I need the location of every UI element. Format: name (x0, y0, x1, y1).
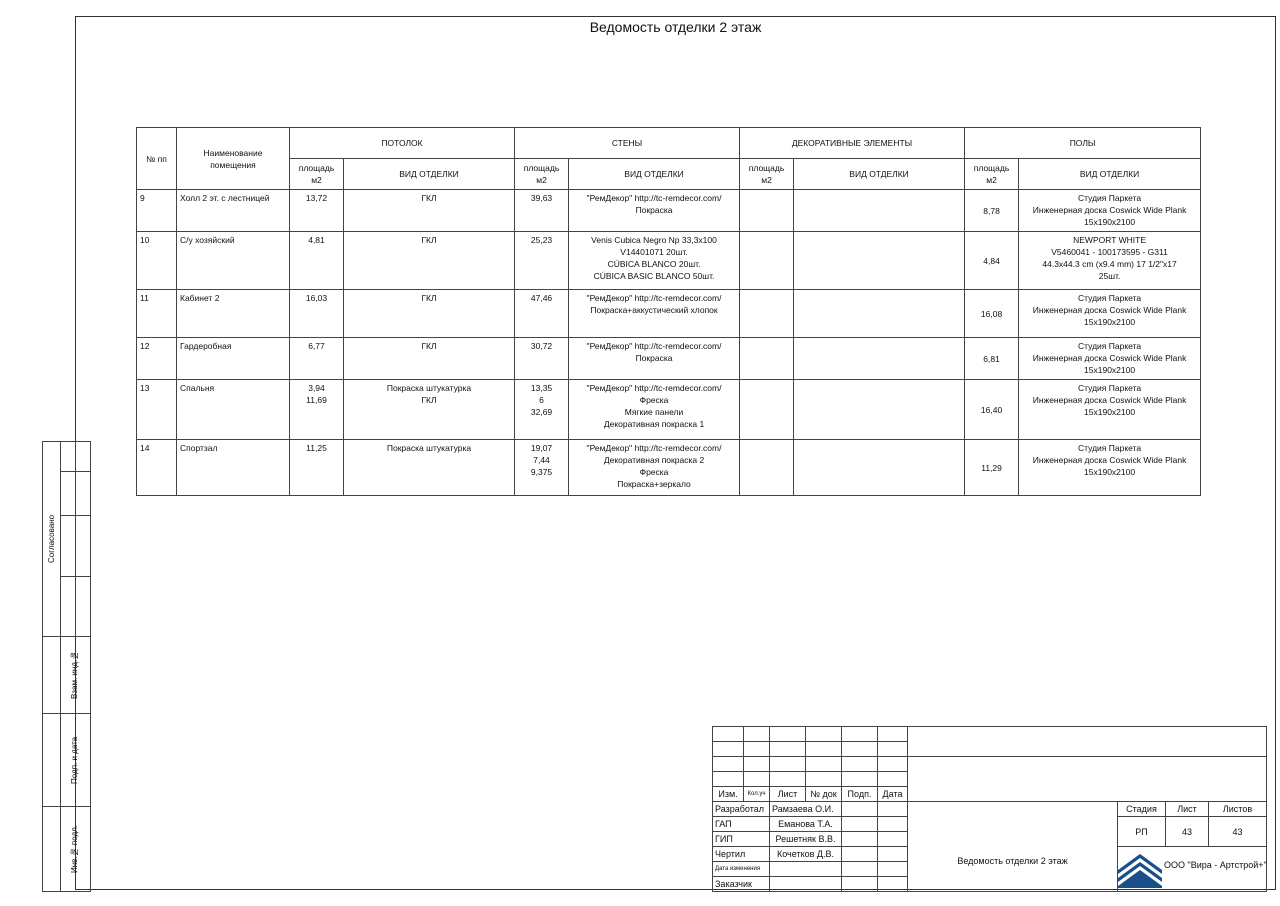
cell-decor-area (740, 338, 794, 380)
header-walls: СТЕНЫ (515, 128, 740, 159)
cell-num: 14 (137, 440, 177, 496)
cell-decor-finish (794, 338, 965, 380)
cell-line: V5460041 - 100173595 - G311 (1051, 247, 1168, 257)
cell-line: "РемДекор" http://tc-remdecor.com/ (586, 193, 722, 203)
cell-room-name: Спальня (177, 380, 290, 440)
tb-col-sign: Подп. (842, 787, 878, 802)
cell-ceiling-finish (344, 290, 515, 338)
header-walls-finish: ВИД ОТДЕЛКИ (569, 159, 740, 190)
cell-line: 3,94 (308, 383, 325, 393)
cell-decor-finish (794, 440, 965, 496)
cell-floors-finish (1019, 338, 1201, 380)
cell-line: 30,72 (530, 341, 553, 351)
table-row (137, 380, 1201, 440)
cell-line: ГКЛ (421, 235, 437, 245)
cell-floors-area: 8,78 (965, 190, 1019, 232)
tb-person: Рамзаева О.И. (770, 802, 842, 817)
header-walls-area: площадь м2 (515, 159, 569, 190)
cell-room-name: Холл 2 эт. с лестницей (177, 190, 290, 232)
tb-sheets-label: Листов (1209, 802, 1267, 817)
cell-line: Покраска (635, 353, 673, 363)
cell-ceiling-area (290, 380, 344, 440)
cell-line: Покраска штукатурка (386, 383, 472, 393)
tb-role: ГИП (713, 832, 770, 847)
cell-line: NEWPORT WHITE (1073, 235, 1146, 245)
cell-floors-area: 4,84 (965, 232, 1019, 290)
cell-line: "РемДекор" http://tc-remdecor.com/ (586, 341, 722, 351)
cell-decor-finish (794, 380, 965, 440)
finish-schedule-table (136, 127, 1201, 496)
cell-line: Фреска (639, 395, 669, 405)
cell-line: Мягкие панели (624, 407, 684, 417)
cell-line: "РемДекор" http://tc-remdecor.com/ (586, 443, 722, 453)
cell-ceiling-finish (344, 440, 515, 496)
tb-col-date: Дата (878, 787, 908, 802)
table-row (137, 290, 1201, 338)
cell-ceiling-finish (344, 380, 515, 440)
cell-ceiling-finish (344, 232, 515, 290)
cell-line: Покраска+аккустический хлопок (590, 305, 718, 315)
cell-line: ГКЛ (421, 293, 437, 303)
tb-sheet-label: Лист (1166, 802, 1209, 817)
cell-num: 12 (137, 338, 177, 380)
cell-line: 4,81 (308, 235, 325, 245)
header-decor-area: площадь м2 (740, 159, 794, 190)
company-name: ООО "Вира - Артстрой+" (1164, 860, 1267, 870)
cell-line: Покраска штукатурка (386, 443, 472, 453)
cell-walls-area (515, 190, 569, 232)
cell-ceiling-area (290, 190, 344, 232)
cell-decor-area (740, 290, 794, 338)
cell-floors-area: 6,81 (965, 338, 1019, 380)
cell-walls-area (515, 338, 569, 380)
header-ceiling-area: площадь м2 (290, 159, 344, 190)
cell-line: 16,03 (305, 293, 328, 303)
cell-line: 39,63 (530, 193, 553, 203)
tb-person: Решетняк В.В. (770, 832, 842, 847)
cell-line: 32,69 (530, 407, 553, 417)
tb-role: Чертил (713, 847, 770, 862)
header-floors-finish: ВИД ОТДЕЛКИ (1019, 159, 1201, 190)
cell-line: Инженерная доска Coswick Wide Plank 15x190x2100 (1032, 205, 1187, 227)
cell-floors-finish (1019, 190, 1201, 232)
tb-role: Разработал (713, 802, 770, 817)
header-floors: ПОЛЫ (965, 128, 1201, 159)
cell-line: Декоративная покраска 1 (603, 419, 705, 429)
table-row (137, 190, 1201, 232)
cell-floors-finish (1019, 232, 1201, 290)
cell-ceiling-finish (344, 338, 515, 380)
cell-num: 13 (137, 380, 177, 440)
cell-line: 13,35 (530, 383, 553, 393)
tb-col-list: Лист (770, 787, 806, 802)
cell-line: ГКЛ (421, 193, 437, 203)
cell-decor-area (740, 380, 794, 440)
cell-decor-finish (794, 290, 965, 338)
table-row (137, 232, 1201, 290)
cell-ceiling-area (290, 232, 344, 290)
side-inv-replace: Взам. инд.№ (70, 650, 79, 700)
cell-line: "РемДекор" http://tc-remdecor.com/ (586, 293, 722, 303)
cell-line: CÚBICA BASIC BLANCO 50шт. (593, 271, 715, 281)
cell-line: ГКЛ (421, 341, 437, 351)
cell-decor-area (740, 440, 794, 496)
cell-line: Venis Cubica Negro Np 33,3x100 V14401071 20шт. (591, 235, 717, 257)
header-room-name: Наименование помещения (177, 128, 290, 190)
header-ceiling: ПОТОЛОК (290, 128, 515, 159)
table-row (137, 440, 1201, 496)
cell-line: Инженерная доска Coswick Wide Plank 15x190x2100 (1032, 305, 1187, 327)
cell-decor-area (740, 190, 794, 232)
cell-walls-area (515, 290, 569, 338)
cell-line: 7,44 (533, 455, 550, 465)
cell-room-name: Спортзал (177, 440, 290, 496)
tb-stage-label: Стадия (1118, 802, 1166, 817)
tb-role: Дата изменения (713, 862, 770, 877)
tb-role: Заказчик (713, 877, 770, 892)
cell-line: 19,07 (530, 443, 553, 453)
cell-ceiling-area (290, 338, 344, 380)
cell-floors-area: 16,08 (965, 290, 1019, 338)
tb-role: ГАП (713, 817, 770, 832)
cell-line: Студия Паркета (1077, 193, 1142, 203)
cell-line: 25,23 (530, 235, 553, 245)
side-inv-orig: Инв.№ подл. (70, 824, 79, 874)
header-decor: ДЕКОРАТИВНЫЕ ЭЛЕМЕНТЫ (740, 128, 965, 159)
cell-walls-area (515, 232, 569, 290)
cell-floors-area: 16,40 (965, 380, 1019, 440)
tb-sheet: 43 (1166, 817, 1209, 847)
cell-floors-area: 11,29 (965, 440, 1019, 496)
company-logo-icon (1118, 848, 1162, 888)
header-num: № пп (137, 128, 177, 190)
cell-walls-finish (569, 338, 740, 380)
cell-line: 9,375 (530, 467, 553, 477)
cell-line: Фреска (639, 467, 669, 477)
tb-stage: РП (1118, 817, 1166, 847)
cell-line: "РемДекор" http://tc-remdecor.com/ (586, 383, 722, 393)
cell-floors-finish (1019, 440, 1201, 496)
cell-line: 25шт. (1098, 271, 1121, 281)
cell-line: 6,77 (308, 341, 325, 351)
tb-doc-name: Ведомость отделки 2 этаж (957, 855, 1068, 866)
cell-line: Студия Паркета (1077, 383, 1142, 393)
header-decor-finish: ВИД ОТДЕЛКИ (794, 159, 965, 190)
cell-floors-finish (1019, 290, 1201, 338)
cell-line: Студия Паркета (1077, 341, 1142, 351)
cell-walls-finish (569, 232, 740, 290)
cell-num: 11 (137, 290, 177, 338)
cell-line: Инженерная доска Coswick Wide Plank 15x190x2100 (1032, 353, 1187, 375)
cell-decor-area (740, 232, 794, 290)
cell-room-name: С/у хозяйский (177, 232, 290, 290)
cell-line: Декоративная покраска 2 (603, 455, 705, 465)
cell-room-name: Гардеробная (177, 338, 290, 380)
cell-line: Инженерная доска Coswick Wide Plank 15x190x2100 (1032, 455, 1187, 477)
cell-line: 47,46 (530, 293, 553, 303)
cell-num: 10 (137, 232, 177, 290)
cell-room-name: Кабинет 2 (177, 290, 290, 338)
tb-col-izm: Изм. (713, 787, 744, 802)
cell-line: Покраска (635, 205, 673, 215)
cell-line: Студия Паркета (1077, 293, 1142, 303)
cell-walls-finish (569, 290, 740, 338)
cell-num: 9 (137, 190, 177, 232)
header-ceiling-finish: ВИД ОТДЕЛКИ (344, 159, 515, 190)
page-title: Ведомость отделки 2 этаж (589, 19, 762, 35)
cell-ceiling-area (290, 290, 344, 338)
side-agreed: Согласовано (47, 514, 56, 564)
cell-walls-finish (569, 190, 740, 232)
cell-decor-finish (794, 232, 965, 290)
cell-walls-area (515, 380, 569, 440)
cell-line: 11,25 (306, 443, 327, 453)
cell-line: Студия Паркета (1077, 443, 1142, 453)
table-row (137, 338, 1201, 380)
tb-sheets: 43 (1209, 817, 1267, 847)
cell-line: Инженерная доска Coswick Wide Plank 15x190x2100 (1032, 395, 1187, 417)
cell-ceiling-finish (344, 190, 515, 232)
cell-line: CÚBICA BLANCO 20шт. (607, 259, 701, 269)
cell-walls-finish (569, 380, 740, 440)
tb-col-doc: № док (806, 787, 842, 802)
cell-walls-area (515, 440, 569, 496)
cell-line: 13,72 (305, 193, 328, 203)
header-floors-area: площадь м2 (965, 159, 1019, 190)
cell-walls-finish (569, 440, 740, 496)
tb-col-kol: Кол.уч (744, 787, 770, 802)
cell-line: 11,69 (306, 395, 327, 405)
cell-ceiling-area (290, 440, 344, 496)
cell-line: ГКЛ (421, 395, 437, 405)
tb-person: Еманова Т.А. (770, 817, 842, 832)
cell-decor-finish (794, 190, 965, 232)
cell-floors-finish (1019, 380, 1201, 440)
cell-line: 44.3x44.3 cm (x9.4 mm) 17 1/2"x17 (1042, 259, 1177, 269)
side-sign-date: Подп. и дата (70, 736, 79, 784)
cell-line: 6 (539, 395, 544, 405)
cell-line: Покраска+зеркало (617, 479, 691, 489)
tb-person: Кочетков Д.В. (770, 847, 842, 862)
side-stamp (42, 441, 91, 892)
